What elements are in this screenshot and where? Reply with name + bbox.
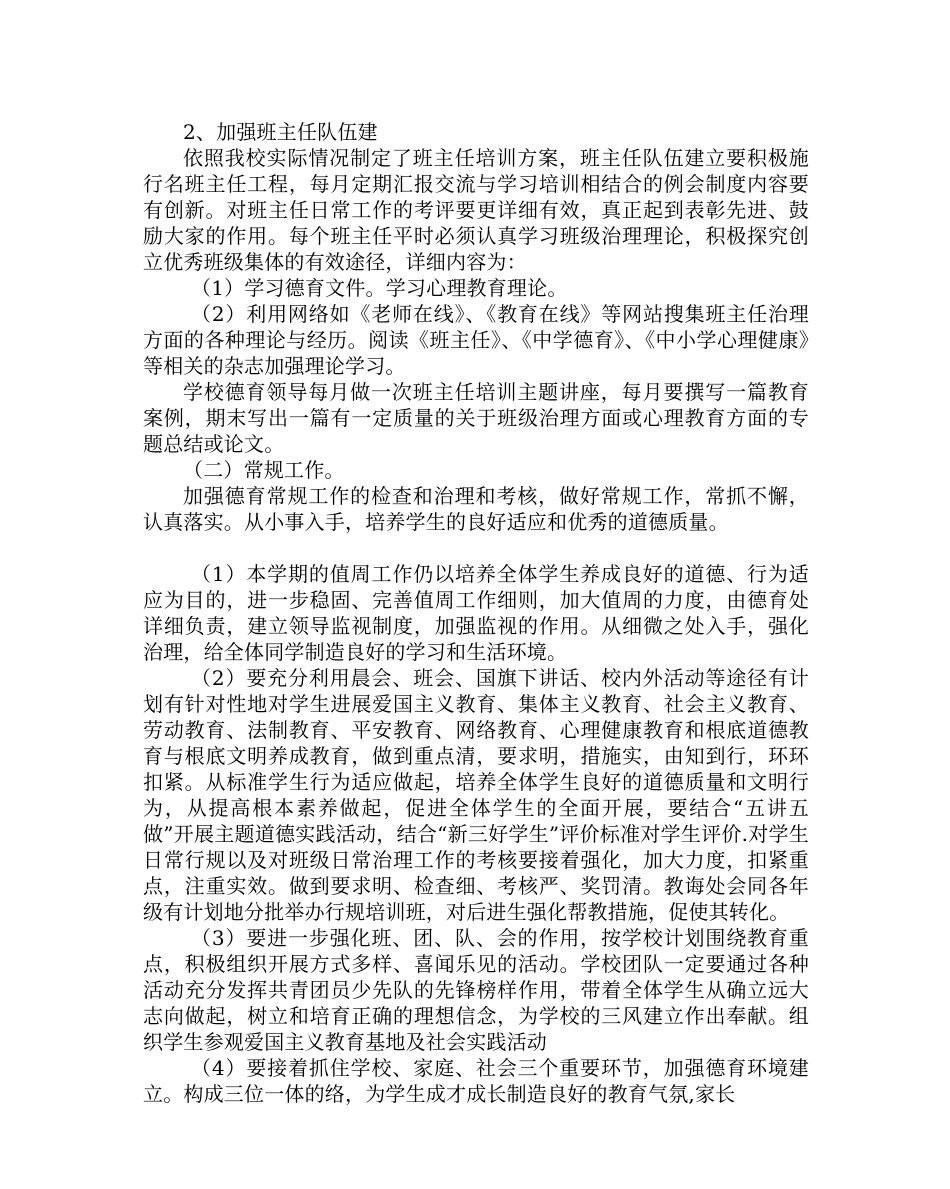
paragraph-gap <box>143 535 809 561</box>
paragraph-duty-week: （1）本学期的值周工作仍以培养全体学生养成良好的道德、行为适应为目的，进一步稳固、完善值周工作细则，加大值周的力度，由德育处详细负责，建立领导监视制度，加强监视的作用。从细微之处入手，强化治理，给全体同学制造良好的学习和生活环境。 <box>143 562 809 664</box>
paragraph-item-2: （2）利用网络如《老师在线》、《教育在线》等网站搜集班主任治理方面的各种理论与经历。阅读《班主任》、《中学德育》、《中小学心理健康》等相关的杂志加强理论学习。 <box>143 302 809 378</box>
document-page <box>143 119 809 1107</box>
subsection-heading: （二）常规工作。 <box>183 458 345 482</box>
section-heading: 2、加强班主任队伍建 <box>183 120 378 144</box>
paragraph-environment: （4）要接着抓住学校、家庭、社会三个重要环节，加强德育环境建立。构成三位一体的络，为学生成才成长制造良好的教育气氛,家长 <box>143 1056 809 1106</box>
paragraph-moral-education: （2）要充分利用晨会、班会、国旗下讲话、校内外活动等途径有计划有针对性地对学生进展爱国主义教育、集体主义教育、社会主义教育、劳动教育、法制教育、平安教育、网络教育、心理健康教育和根底道德教育与根底文明养成教育，做到重点清，要求明，措施实，由知到行，环环扣紧。从标准学生行为适应做起，培养全体学生良好的道德质量和文明行为，从提高根本素养做起，促进全体学生的全面开展，要结合“五讲五做”开展主题道德实践活动，结合“新三好学生”评价标准对学生评价.对学生日常行规以及对班级日常治理工作的考核要接着强化，加大力度，扣紧重点，注重实效。做到要求明、检查细、考核严、奖罚清。教诲处会同各年级有计划地分批举办行规培训班，对后进生强化帮教措施，促使其转化。 <box>143 666 809 924</box>
paragraph-routine-work: 加强德育常规工作的检查和治理和考核，做好常规工作，常抓不懈，认真落实。从小事入手，培养学生的良好适应和优秀的道德质量。 <box>143 484 809 534</box>
paragraph-item-1: （1）学习德育文件。学习心理教育理论。 <box>191 276 568 300</box>
paragraph-class-activities: （3）要进一步强化班、团、队、会的作用，按学校计划围绕教育重点，积极组织开展方式多样、喜闻乐见的活动。学校团队一定要通过各种活动充分发挥共青团员少先队的先锋榜样作用，带着全体学生从确立远大志向做起，树立和培育正确的理想信念，为学校的三风建立作出奉献。组织学生参观爱国主义教育基地及社会实践活动 <box>143 926 809 1054</box>
paragraph-training-plan: 依照我校实际情况制定了班主任培训方案，班主任队伍建立要积极施行名班主任工程，每月定期汇报交流与学习培训相结合的例会制度内容要有创新。对班主任日常工作的考评要更详细有效，真正起到表彰先进、鼓励大家的作用。每个班主任平时必须认真学习班级治理理论，积极探究创立优秀班级集体的有效途径，详细内容为： <box>143 146 809 274</box>
paragraph-lectures: 学校德育领导每月做一次班主任培训主题讲座，每月要撰写一篇教育案例，期末写出一篇有一定质量的关于班级治理方面或心理教育方面的专题总结或论文。 <box>143 380 809 456</box>
